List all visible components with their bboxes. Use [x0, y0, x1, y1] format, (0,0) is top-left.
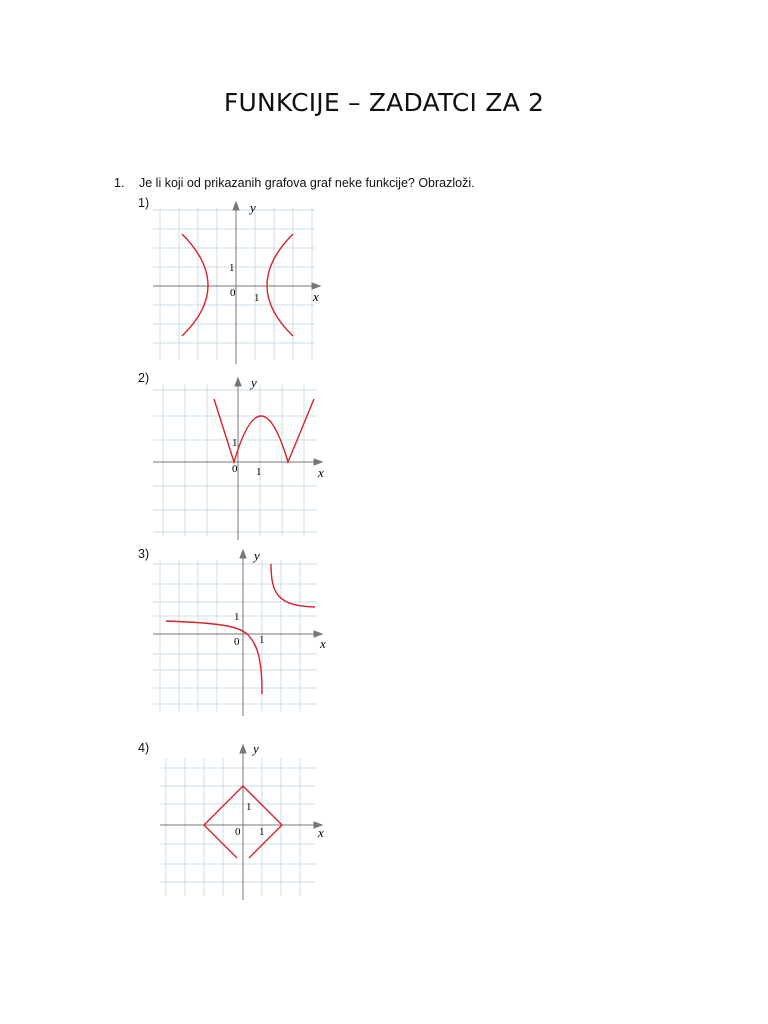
graph-1	[150, 198, 330, 364]
y-axis-label: y	[253, 741, 259, 756]
graph-label-3: 3)	[138, 547, 150, 561]
grid	[153, 208, 315, 360]
curve	[214, 399, 314, 462]
origin-label: 0	[235, 826, 241, 838]
x-axis-label: x	[313, 289, 319, 304]
graph-3	[150, 546, 330, 716]
task-number: 1.	[114, 176, 125, 190]
y-tick-label: 1	[234, 611, 240, 623]
graph-label-1: 1)	[138, 196, 150, 210]
x-tick-label: 1	[259, 634, 265, 646]
x-axis-label: x	[318, 465, 324, 480]
graph-2	[150, 374, 330, 540]
y-axis-label: y	[251, 375, 257, 390]
task-text: Je li koji od prikazanih grafova graf neke funkcije? Obrazloži.	[139, 176, 475, 190]
curve-right-branch	[271, 564, 315, 607]
y-axis-label: y	[250, 200, 256, 215]
hyperbola-right-branch	[267, 234, 293, 336]
y-axis-label: y	[254, 548, 260, 563]
abs-parabola-curve	[214, 399, 314, 462]
curve	[182, 234, 293, 336]
graph-label-4: 4)	[138, 741, 150, 755]
origin-label: 0	[230, 287, 236, 299]
graph-label-2: 2)	[138, 371, 150, 385]
page-title: FUNKCIJE – ZADATCI ZA 2	[223, 88, 545, 117]
y-tick-label: 1	[246, 801, 252, 813]
hyperbola-left-branch	[182, 234, 208, 336]
graph-4	[150, 740, 330, 900]
curve-left-branch	[166, 621, 262, 694]
x-tick-label: 1	[256, 466, 262, 478]
axes	[153, 202, 320, 364]
axes	[153, 550, 322, 716]
x-axis-label: x	[320, 636, 326, 651]
y-tick-label: 1	[229, 262, 235, 274]
y-tick-label: 1	[232, 437, 238, 449]
x-tick-label: 1	[254, 292, 260, 304]
x-tick-label: 1	[259, 826, 265, 838]
origin-label: 0	[234, 636, 240, 648]
origin-label: 0	[232, 463, 238, 475]
axes	[153, 378, 322, 540]
task-1	[114, 176, 475, 190]
x-axis-label: x	[318, 825, 324, 840]
